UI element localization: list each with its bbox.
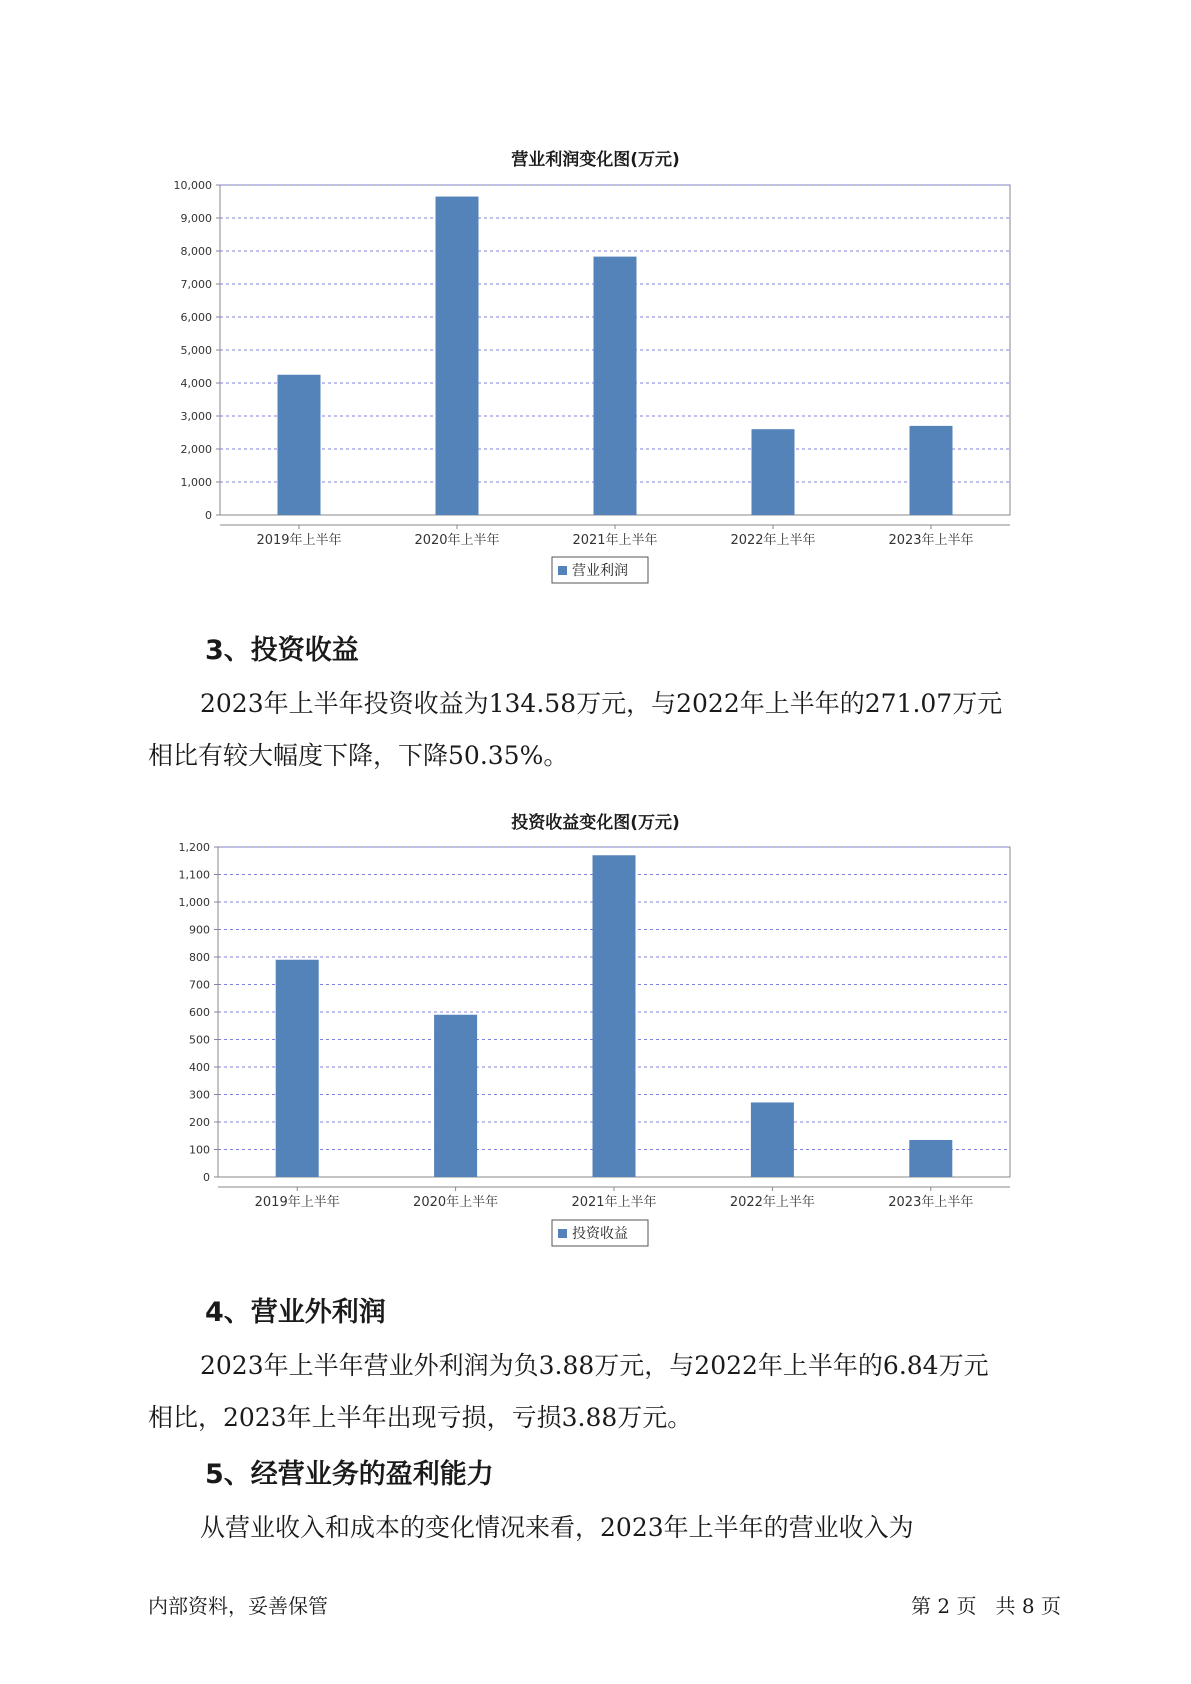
y-tick-label: 800 xyxy=(189,951,210,964)
chart-title-investment-income: 投资收益变化图(万元) xyxy=(511,813,680,833)
y-tick-label: 100 xyxy=(189,1143,210,1157)
legend-swatch xyxy=(558,1229,567,1238)
bar-2022年上半年 xyxy=(751,1102,794,1177)
paragraph-profitability xyxy=(148,1502,1048,1554)
chart-title-operating-profit: 营业利润变化图(万元) xyxy=(511,150,680,170)
y-tick-label: 1,200 xyxy=(178,841,210,854)
legend-label: 投资收益 xyxy=(572,1226,628,1242)
paragraph-line: 2023年上半年营业外利润为负3.88万元，与2022年上半年的6.84万元 xyxy=(200,1351,989,1380)
legend xyxy=(552,1220,648,1246)
y-tick-label: 8,000 xyxy=(180,245,212,258)
section-heading-non-operating: 4、营业外利润 xyxy=(205,1297,386,1328)
y-tick-label: 900 xyxy=(189,923,210,937)
paragraph-line: 2023年上半年投资收益为134.58万元，与2022年上半年的271.07万元 xyxy=(200,689,1003,718)
x-tick-label: 2022年上半年 xyxy=(730,533,816,548)
y-tick-label: 4,000 xyxy=(180,377,212,390)
y-tick-label: 300 xyxy=(189,1088,210,1102)
y-tick-label: 1,000 xyxy=(180,476,212,489)
y-tick-label: 0 xyxy=(203,1171,210,1184)
y-tick-label: 9,000 xyxy=(180,212,212,225)
footer-left: 内部资料，妥善保管 xyxy=(148,1594,328,1618)
paragraph-line: 从营业收入和成本的变化情况来看，2023年上半年的营业收入为 xyxy=(200,1513,914,1542)
paragraph-line: 相比有较大幅度下降，下降50.35%。 xyxy=(148,741,569,770)
y-tick-label: 5,000 xyxy=(180,344,212,357)
bar-2020年上半年 xyxy=(434,1015,477,1177)
y-tick-label: 200 xyxy=(189,1116,210,1129)
y-tick-label: 2,000 xyxy=(180,443,212,456)
paragraph-investment xyxy=(148,678,1048,782)
bar-2019年上半年 xyxy=(276,960,319,1177)
y-tick-label: 400 xyxy=(189,1061,210,1074)
x-tick-label: 2019年上半年 xyxy=(254,1195,340,1210)
y-tick-label: 1,000 xyxy=(178,896,210,909)
y-tick-label: 1,100 xyxy=(178,868,210,882)
section-heading-profitability: 5、经营业务的盈利能力 xyxy=(205,1459,494,1490)
legend-label: 营业利润 xyxy=(572,563,628,579)
y-tick-label: 10,000 xyxy=(173,179,212,192)
paragraph-line: 相比，2023年上半年出现亏损，亏损3.88万元。 xyxy=(148,1403,693,1432)
y-tick-label: 700 xyxy=(189,978,210,992)
y-tick-label: 0 xyxy=(205,509,212,522)
y-tick-label: 600 xyxy=(189,1006,210,1019)
bar-2021年上半年 xyxy=(593,855,636,1177)
y-tick-label: 3,000 xyxy=(180,410,212,423)
paragraph-non-operating xyxy=(148,1340,1048,1444)
y-tick-label: 7,000 xyxy=(180,278,212,291)
x-tick-label: 2022年上半年 xyxy=(729,1195,815,1210)
page-number: 第 2 页 共 8 页 xyxy=(911,1594,1061,1618)
x-tick-label: 2020年上半年 xyxy=(413,1195,499,1210)
section-heading-investment: 3、投资收益 xyxy=(205,635,359,666)
bar-2023年上半年 xyxy=(909,1140,952,1177)
x-tick-label: 2023年上半年 xyxy=(888,533,974,548)
x-tick-label: 2021年上半年 xyxy=(571,1195,657,1210)
x-tick-label: 2023年上半年 xyxy=(888,1195,974,1210)
x-tick-label: 2019年上半年 xyxy=(256,533,342,548)
y-tick-label: 6,000 xyxy=(180,311,212,324)
y-tick-label: 500 xyxy=(189,1033,210,1047)
x-tick-label: 2021年上半年 xyxy=(572,533,658,548)
x-tick-label: 2020年上半年 xyxy=(414,533,500,548)
